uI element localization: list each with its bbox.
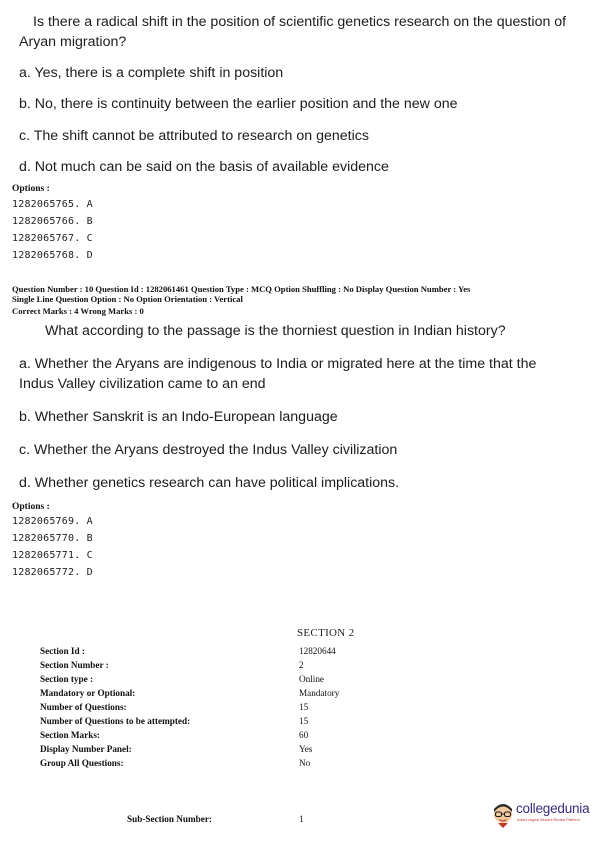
q10-option-id-c: 1282065771. C xyxy=(12,550,93,561)
section-row-label: Section type : xyxy=(40,674,94,684)
q9-option-id-a: 1282065765. A xyxy=(12,199,93,210)
q10-option-d: d. Whether genetics research can have political implications. xyxy=(19,475,400,491)
q10-option-c: c. Whether the Aryans destroyed the Indus Valley civilization xyxy=(19,442,398,458)
section-row-value: 60 xyxy=(299,730,309,740)
q9-option-id-d: 1282065768. D xyxy=(12,250,93,261)
q10-options-label: Options : xyxy=(12,502,50,512)
section-row-label: Section Id : xyxy=(40,646,85,656)
subsection-number-label: Sub-Section Number: xyxy=(127,814,212,824)
q9-text-line2: Aryan migration? xyxy=(19,34,127,50)
q10-option-b: b. Whether Sanskrit is an Indo-European language xyxy=(19,409,338,425)
section-row-label: Mandatory or Optional: xyxy=(40,688,136,698)
q10-option-id-d: 1282065772. D xyxy=(12,567,93,578)
section-row-label: Section Marks: xyxy=(40,730,100,740)
q10-option-a-line1: a. Whether the Aryans are indigenous to India or migrated here at the time that the xyxy=(19,356,537,372)
q10-option-a-line2: Indus Valley civilization came to an end xyxy=(19,376,266,392)
section-row-value: No xyxy=(299,758,311,768)
q9-option-b: b. No, there is continuity between the earlier position and the new one xyxy=(19,96,458,112)
collegedunia-logo xyxy=(492,799,590,833)
q10-option-id-a: 1282065769. A xyxy=(12,516,93,527)
logo-tagline: India's largest Student Review Platform xyxy=(517,818,580,822)
section-row-label: Display Number Panel: xyxy=(40,744,132,754)
q9-option-id-c: 1282065767. C xyxy=(12,233,93,244)
section-row-value: Mandatory xyxy=(299,688,340,698)
section-row-value: 15 xyxy=(299,702,309,712)
student-face-icon xyxy=(492,799,514,829)
q9-options-label: Options : xyxy=(12,184,50,194)
subsection-number-value: 1 xyxy=(299,814,304,824)
section-row-label: Section Number : xyxy=(40,660,109,670)
q9-option-id-b: 1282065766. B xyxy=(12,216,93,227)
q9-option-c: c. The shift cannot be attributed to research on genetics xyxy=(19,128,369,144)
q10-text: What according to the passage is the thorniest question in Indian history? xyxy=(45,323,506,339)
section-row-value: 15 xyxy=(299,716,309,726)
q10-meta-line1: Question Number : 10 Question Id : 1282061461 Question Type : MCQ Option Shuffling : No Display Question Number : Yes xyxy=(12,284,471,294)
q10-meta-line2: Single Line Question Option : No Option Orientation : Vertical xyxy=(12,294,243,304)
section-row-value: Yes xyxy=(299,744,313,754)
logo-wordmark: collegedunia xyxy=(516,801,590,816)
section-row-value: 2 xyxy=(299,660,304,670)
section-row-value: 12820644 xyxy=(299,646,336,656)
q9-option-a: a. Yes, there is a complete shift in position xyxy=(19,65,284,81)
q10-option-id-b: 1282065770. B xyxy=(12,533,93,544)
q9-text-line1: Is there a radical shift in the position of scientific genetics research on the question of xyxy=(33,14,567,30)
q10-meta-line3: Correct Marks : 4 Wrong Marks : 0 xyxy=(12,306,144,316)
section-row-label: Number of Questions to be attempted: xyxy=(40,716,191,726)
section-title: SECTION 2 xyxy=(297,627,355,639)
section-row-label: Number of Questions: xyxy=(40,702,127,712)
section-row-label: Group All Questions: xyxy=(40,758,124,768)
q9-option-d: d. Not much can be said on the basis of available evidence xyxy=(19,159,389,175)
section-row-value: Online xyxy=(299,674,325,684)
